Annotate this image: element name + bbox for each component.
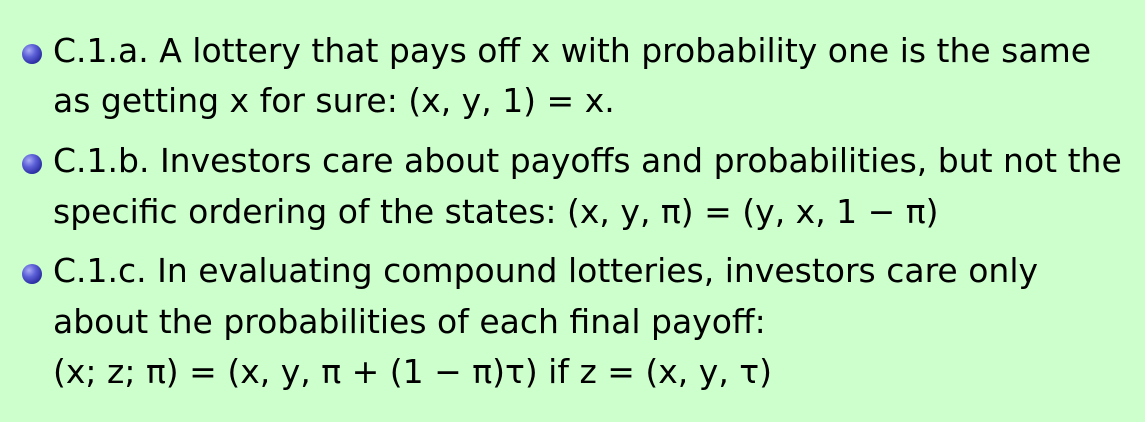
bullet-line: C.1.c. In evaluating compound lotteries, investors care only bbox=[53, 251, 1039, 290]
bullet-line: (x; z; π) = (x, y, π + (1 − π)τ) if z = (x, y, τ) bbox=[53, 352, 773, 391]
bullet-line: C.1.b. Investors care about payoffs and probabilities, but not the bbox=[53, 141, 1122, 180]
bullet-line: C.1.a. A lottery that pays off x with probability one is the same bbox=[53, 31, 1092, 70]
bullet-icon bbox=[22, 264, 42, 284]
bullet-line: about the probabilities of each final payoff: bbox=[53, 302, 766, 341]
bullet-line: specific ordering of the states: (x, y, π) = (y, x, 1 − π) bbox=[53, 192, 939, 231]
bullet-line: as getting x for sure: (x, y, 1) = x. bbox=[53, 81, 615, 120]
bullet-icon bbox=[22, 44, 42, 64]
bullet-icon bbox=[22, 154, 42, 174]
